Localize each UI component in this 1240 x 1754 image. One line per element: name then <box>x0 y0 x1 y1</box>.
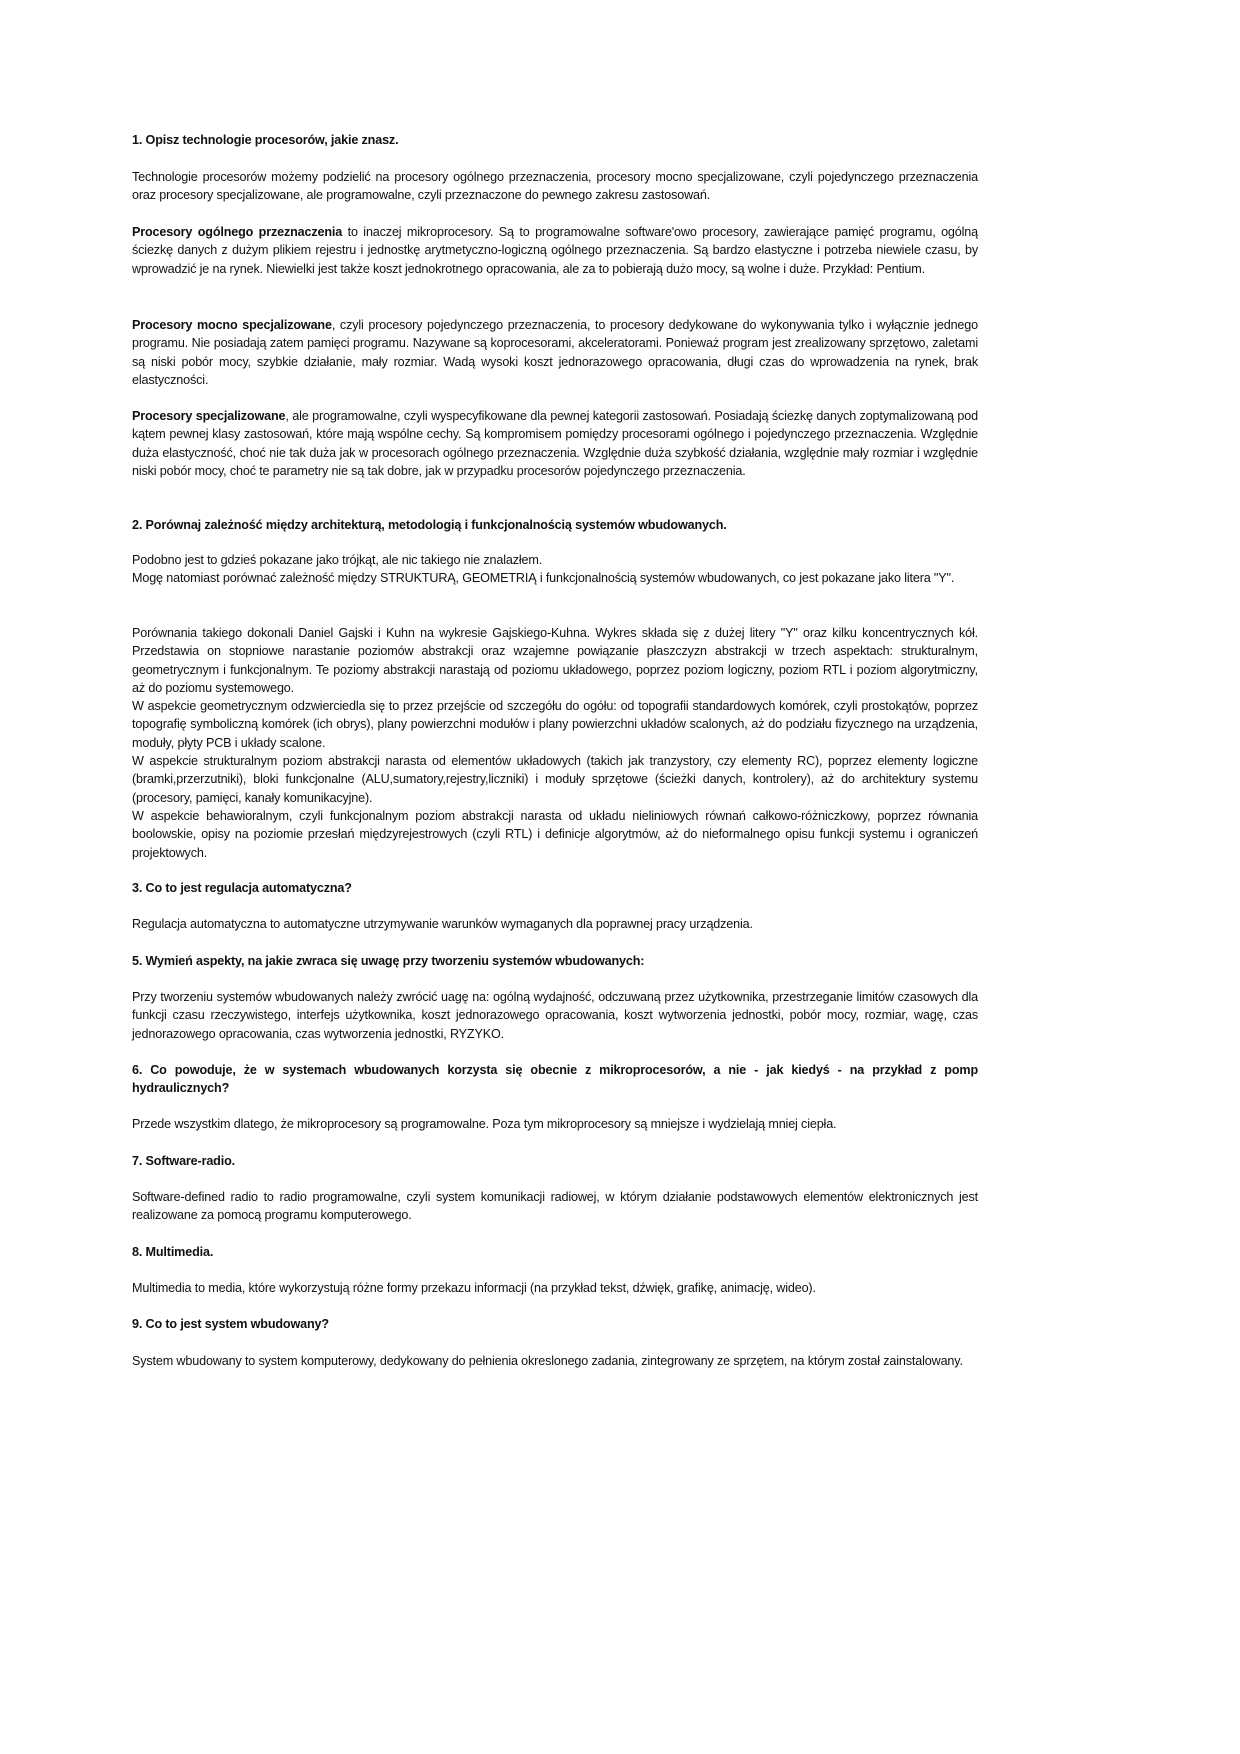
paragraph: Przede wszystkim dlatego, że mikroprocesory są programowalne. Poza tym mikroprocesory są mniejsze i wydzielają mniej ciepła. <box>132 1117 837 1131</box>
paragraph <box>132 407 978 480</box>
line: Podobno jest to gdzieś pokazane jako trójkąt, ale nic takiego nie znalazłem. <box>132 553 543 567</box>
paragraph: Multimedia to media, które wykorzystują różne formy przekazu informacji (na przykład tekst, dźwięk, grafikę, animację, wideo). <box>132 1281 816 1295</box>
heading-q2: 2. Porównaj zależność między architekturą, metodologią i funkcjonalnością systemów wbudowanych. <box>132 518 727 532</box>
bold-term: Procesory mocno specjalizowane <box>132 318 332 332</box>
paragraph-text: W aspekcie behawioralnym, czyli funkcjonalnym poziom abstrakcji narasta od układu nieliniowych równań całkowo-różniczkowy, poprzez równania boolowskie, opisy na poziomie przesłań międzyrejestrowych (czyli RTL) i definicje algorytmów, aż do nieformalnego opisu funkcji systemu i ograniczeń projektowych. <box>132 808 978 860</box>
paragraph: Regulacja automatyczna to automatyczne utrzymywanie warunków wymaganych dla poprawnej pracy urządzenia. <box>132 917 753 931</box>
paragraph <box>132 624 978 862</box>
paragraph-text: to inaczej mikroprocesory. Są to programowalne software'owo procesory, zawierające pamięć programu, ogólną ściezkę danych z dużym plikiem rejestru i jednostkę arytmetyczno-logiczną ogólnego przeznaczenia. Są bardzo elastyczne i potrzeba niewiele czasu, by wprowadzić je na rynek. Niewielki jest także koszt jednokrotnego opracowania, ale za to pobierają dużo mocy, są wolne i duże. Przykład: Pentium. <box>132 225 978 276</box>
paragraph: Technologie procesorów możemy podzielić na procesory ogólnego przeznaczenia, procesory mocno specjalizowane, czyli pojedynczego przeznaczenia oraz procesory specjalizowane, ale programowalne, czyli przeznaczone do pewnego zakresu zastosowań. <box>132 170 978 203</box>
bold-term: Procesory specjalizowane <box>132 409 286 423</box>
paragraph-text: W aspekcie geometrycznym odzwierciedla się to przez przejście od szczegółu do ogółu: od topografii standardowych komórek, czyli prostokątów, poprzez topografię symboliczną komórek (ich obrys), plany powierzchni modułów i plany powierzchni układów scalonych, aż do podziału fizycznego na urządzenia, moduły, płyty PCB i układy scalone. <box>132 699 978 750</box>
paragraph-text: , czyli procesory pojedynczego przeznaczenia, to procesory dedykowane do wykonywania tylko i wyłącznie jednego programu. Nie posiadają zatem pamięci programu. Nazywane są koprocesorami, akceleratorami. Ponieważ program jest zrealizowany sprzętowo, zaletami są niski pobór mocy, szybkie działanie, mały rozmiar. Wadą wysoki koszt jednorazowego opracowania, długi czas do wprowadzenia na rynek, brak elastyczności. <box>132 318 978 387</box>
paragraph-text: Porównania takiego dokonali Daniel Gajski i Kuhn na wykresie Gajskiego-Kuhna. Wykres składa się z dużej litery "Y" oraz kilku koncentrycznych kół. Przedstawia on stopniowe narastanie poziomów abstrakcji oraz wzajemne powiązanie płaszczyzn abstrakcji w trzech aspektach: strukturalnym, geometrycznym i funkcjonalnym. Te poziomy abstrakcji narastają od poziomu układowego, poprzez poziom logiczny, poziom RTL i poziom algorytmiczny, aż do poziomu systemowego. <box>132 626 978 695</box>
paragraph-text: , ale programowalne, czyli wyspecyfikowane dla pewnej kategorii zastosowań. Posiadają ściezkę danych zoptymalizowaną pod kątem pewnej klasy zastosowań, które mają wspólne cechy. Są kompromisem pomiędzy procesorami ogólnego i pojedynczego przeznaczenia. Względnie duża elastyczność, choć nie tak duża jak w procesorach ogólnego przeznaczenia. Względnie duża szybkość działania, względnie mały rozmiar i względnie niski pobór mocy, choć te parametry nie są tak dobre, jak w przypadku procesorów pojedynczego przeznaczenia. <box>132 409 978 478</box>
paragraph <box>132 223 978 278</box>
line: Mogę natomiast porównać zależność między STRUKTURĄ, GEOMETRIĄ i funkcjonalnością systemów wbudowanych, co jest pokazane jako litera "Y". <box>132 571 955 586</box>
heading-q1: 1. Opisz technologie procesorów, jakie znasz. <box>132 133 399 147</box>
bold-term: Procesory ogólnego przeznaczenia <box>132 225 343 239</box>
paragraph: System wbudowany to system komputerowy, dedykowany do pełnienia okreslonego zadania, zintegrowany ze sprzętem, na którym został zainstalowany. <box>132 1354 963 1368</box>
heading-q3: 3. Co to jest regulacja automatyczna? <box>132 881 352 895</box>
heading-q6: 6. Co powoduje, że w systemach wbudowanych korzysta się obecnie z mikroprocesorów, a nie - jak kiedyś - na przykład z pomp hydraulicznych? <box>132 1063 978 1096</box>
heading-q7: 7. Software-radio. <box>132 1154 235 1168</box>
heading-q9: 9. Co to jest system wbudowany? <box>132 1317 329 1331</box>
paragraph: Software-defined radio to radio programowalne, czyli system komunikacji radiowej, w którym działanie podstawowych elementów elektronicznych jest realizowane za pomocą programu komputerowego. <box>132 1190 978 1223</box>
paragraph-text: W aspekcie strukturalnym poziom abstrakcji narasta od elementów układowych (takich jak tranzystory, czy elementy RC), poprzez elementy logiczne (bramki,przerzutniki), bloki funkcjonalne (ALU,sumatory,rejestry,liczniki) i moduły sprzętowe (ścieżki danych, kontrolery), aż do architektury systemu (procesory, pamięci, kanały komunikacyjne). <box>132 754 978 805</box>
heading-q5: 5. Wymień aspekty, na jakie zwraca się uwagę przy tworzeniu systemów wbudowanych: <box>132 954 645 968</box>
heading-q8: 8. Multimedia. <box>132 1245 214 1259</box>
paragraph <box>132 551 978 588</box>
paragraph: Przy tworzeniu systemów wbudowanych należy zwrócić uagę na: ogólną wydajność, odczuwaną przez użytkownika, przestrzeganie limitów czasowych dla funkcji czasu rzeczywistego, interfejs użytkownika, koszt jednorazowego opracowania, koszt wytworzenia jednostki, pobór mocy, rozmiar, wagę, czas jednorazowego opracowania, czas wytworzenia jednostki, RYZYKO. <box>132 990 978 1041</box>
paragraph <box>132 316 978 389</box>
